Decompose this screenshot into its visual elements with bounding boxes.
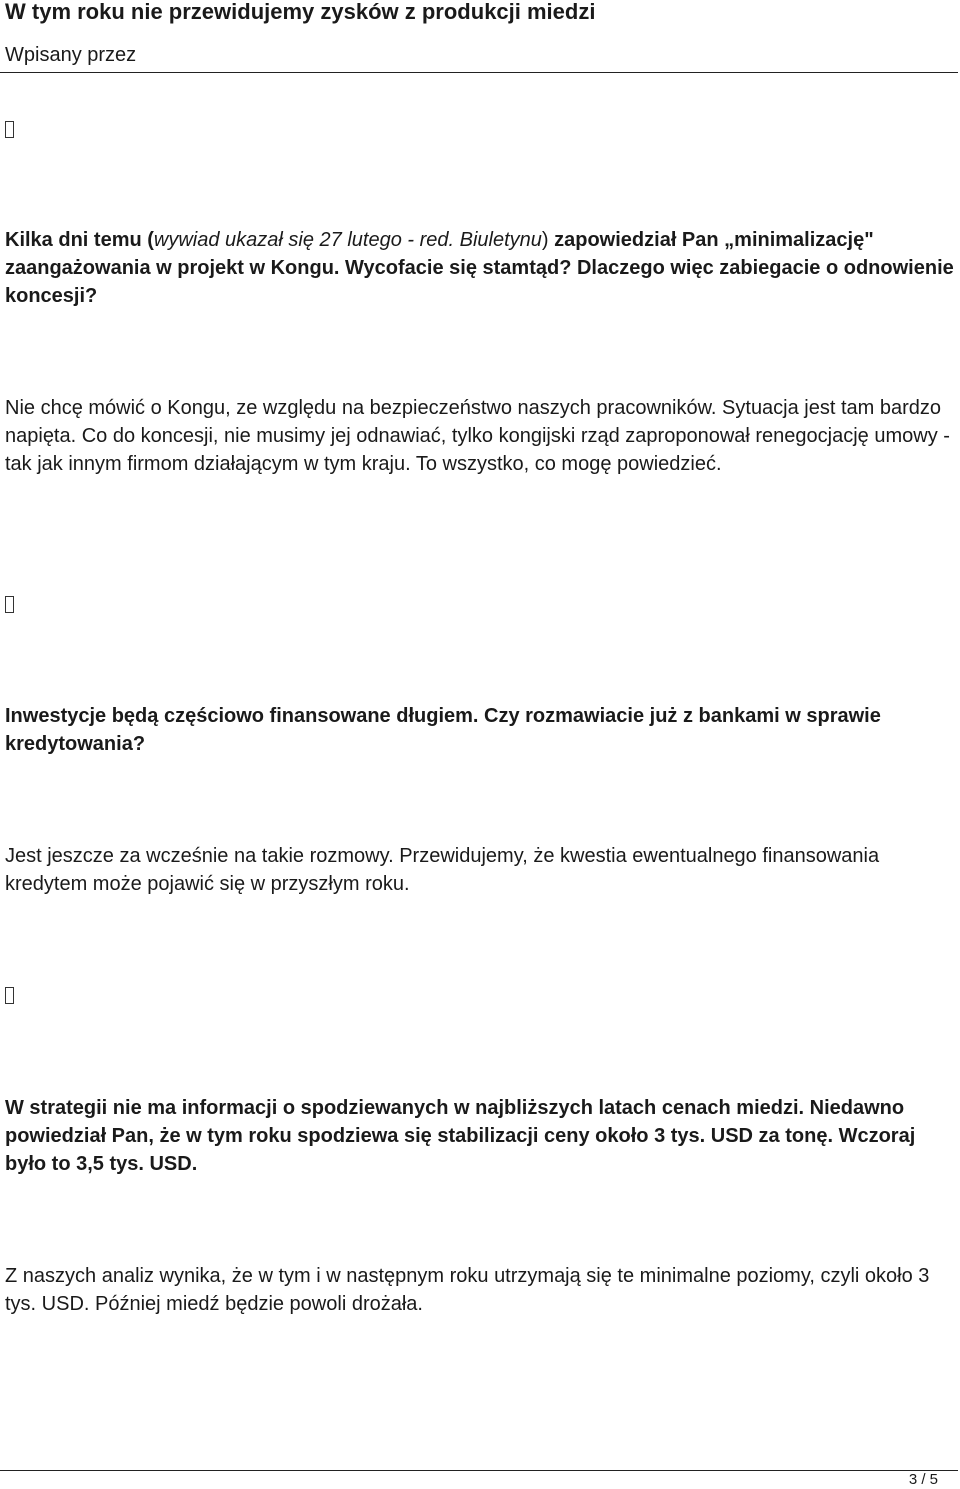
header-divider xyxy=(0,72,958,73)
question-1-rest: zapowiedział Pan „minimalizację" zaangażowania w projekt w Kongu. Wycofacie się stamtąd? Dlaczego więc zabiegacie o odnowienie koncesji? xyxy=(5,229,954,307)
missing-glyph-icon xyxy=(5,596,14,613)
footer-divider xyxy=(0,1470,958,1471)
question-1 xyxy=(5,226,955,310)
question-3: W strategii nie ma informacji o spodziewanych w najbliższych latach cenach miedzi. Niedawno powiedział Pan, że w tym roku spodziewa się stabilizacji ceny około 3 tys. USD za tonę. Wczoraj było to 3,5 tys. USD. xyxy=(5,1097,916,1175)
missing-glyph-icon xyxy=(5,121,14,138)
answer-2: Jest jeszcze za wcześnie na takie rozmowy. Przewidujemy, że kwestia ewentualnego finansowania kredytem może pojawić się w przyszłym roku. xyxy=(5,845,880,895)
question-1-editor-note: wywiad ukazał się 27 lutego - red. Biuletynu xyxy=(153,229,542,251)
question-2: Inwestycje będą częściowo finansowane długiem. Czy rozmawiacie już z bankami w sprawie kredytowania? xyxy=(5,705,881,755)
page-number: 3 / 5 xyxy=(908,1471,938,1488)
question-1-paren: ) xyxy=(541,229,555,251)
answer-3: Z naszych analiz wynika, że w tym i w następnym roku utrzymają się te minimalne poziomy, czyli około 3 tys. USD. Później miedź będzie powoli drożała. xyxy=(5,1265,930,1315)
byline: Wpisany przez xyxy=(5,44,137,66)
question-1-lead: Kilka dni temu ( xyxy=(5,229,154,251)
article-title: W tym roku nie przewidujemy zysków z produkcji miedzi xyxy=(5,0,596,24)
answer-1: Nie chcę mówić o Kongu, ze względu na bezpieczeństwo naszych pracowników. Sytuacja jest tam bardzo napięta. Co do koncesji, nie musimy jej odnawiać, tylko kongijski rząd zaproponował renegocjację umowy - tak jak innym firmom działającym w tym kraju. To wszystko, co mogę powiedzieć. xyxy=(5,397,950,475)
missing-glyph-icon xyxy=(5,987,14,1004)
